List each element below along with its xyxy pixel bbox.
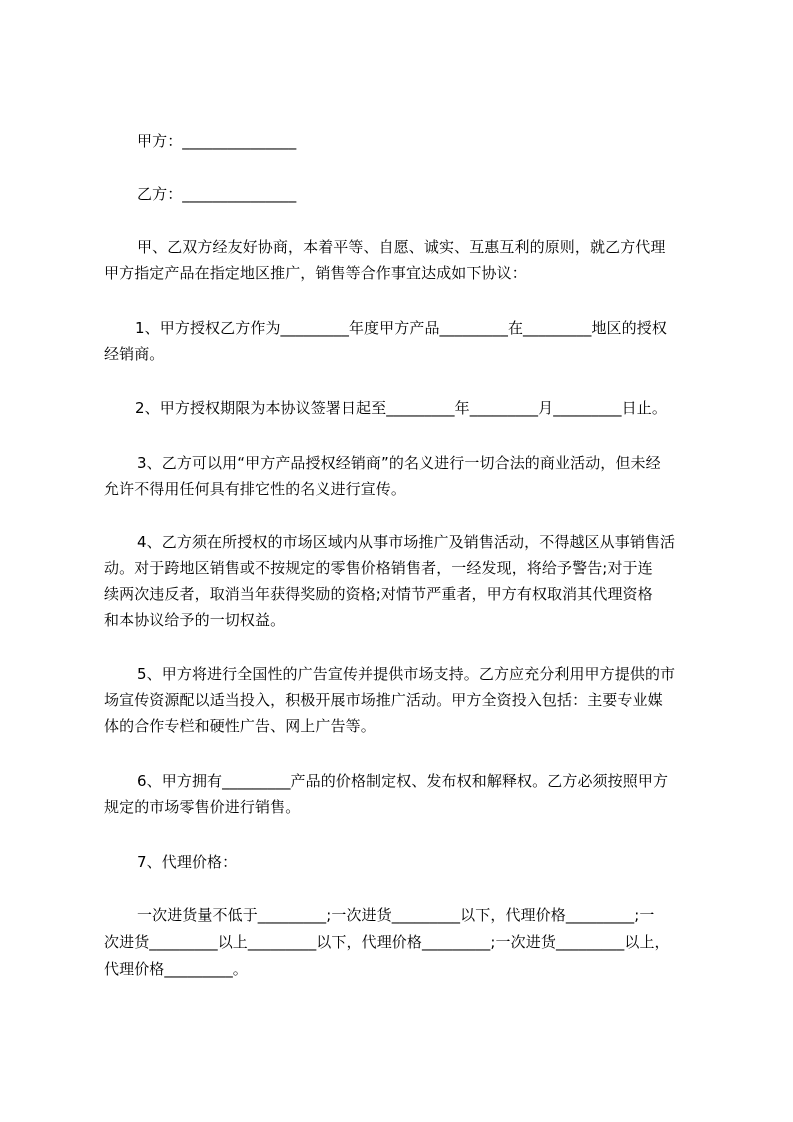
clause-7-title: 7、代理价格：: [137, 853, 238, 871]
clause-6-line: 规定的市场零售价进行销售。: [104, 798, 301, 816]
intro-line: 甲、乙双方经友好协商，本着平等、自愿、诚实、互惠互利的原则，就乙方代理: [137, 238, 666, 256]
clause-3-line: 3、乙方可以用“甲方产品授权经销商”的名义进行一切合法的商业活动，但未经: [137, 454, 661, 472]
clause-4-line: 续两次违反者，取消当年获得奖励的资格;对情节严重者，甲方有权取消其代理资格: [104, 585, 653, 603]
clause-4-line: 4、乙方须在所授权的市场区域内从事市场推广及销售活动，不得越区从事销售活: [137, 533, 676, 551]
party-b-line: 乙方：_______________: [137, 185, 297, 203]
clause-7-line: 一次进货量不低于_________;一次进货_________以下，代理价格_________;一: [137, 906, 655, 924]
clause-7-line: 次进货_________以上_________以下，代理价格_________;一次进货_________以上，: [104, 933, 670, 951]
clause-4-line: 动。对于跨地区销售或不按规定的零售价格销售者，一经发现，将给予警告;对于连: [104, 559, 653, 577]
clause-5-line: 体的合作专栏和硬性广告、网上广告等。: [104, 717, 376, 735]
clause-7-line: 代理价格_________。: [104, 960, 248, 978]
clause-6-line: 6、甲方拥有_________产品的价格制定权、发布权和解释权。乙方必须按照甲方: [137, 772, 669, 790]
clause-5-line: 场宣传资源配以适当投入，积极开展市场推广活动。甲方全资投入包括：主要专业媒: [104, 691, 663, 709]
clause-1-line: 1、甲方授权乙方作为_________年度甲方产品_________在_________地区的授权: [135, 319, 667, 337]
intro-line: 甲方指定产品在指定地区推广，销售等合作事宜达成如下协议：: [104, 264, 527, 282]
party-a-line: 甲方：_______________: [137, 132, 297, 150]
clause-1-line: 经销商。: [104, 345, 165, 363]
clause-4-line: 和本协议给予的一切权益。: [104, 611, 286, 629]
clause-2-line: 2、甲方授权期限为本协议签署日起至_________年_________月_________日止。: [135, 399, 667, 417]
clause-3-line: 允许不得用任何具有排它性的名义进行宣传。: [104, 480, 407, 498]
clause-5-line: 5、甲方将进行全国性的广告宣传并提供市场支持。乙方应充分利用甲方提供的市: [137, 665, 676, 683]
